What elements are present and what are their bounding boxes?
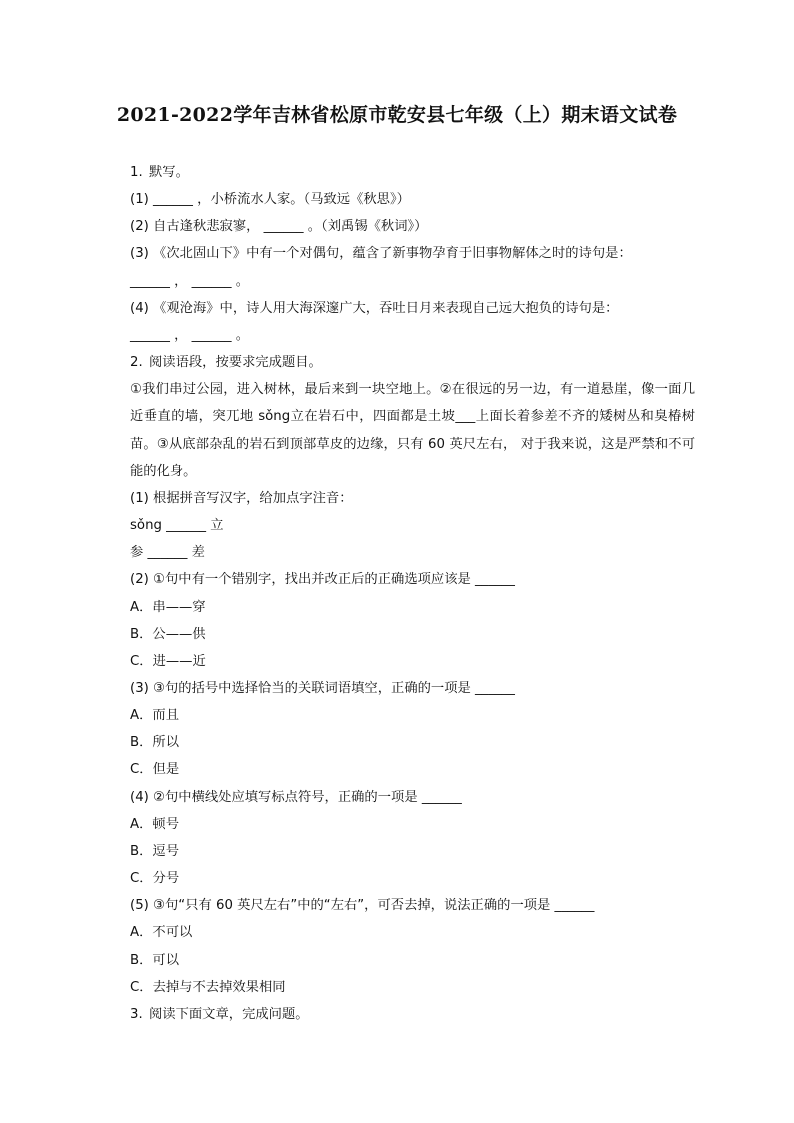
option: B．公——供 — [130, 626, 206, 642]
option: C．但是 — [130, 762, 180, 778]
question-2-line: (5) ③句“只有 60 英尺左右”中的“左右”，可否去掉，说法正确的一项是 ______ — [130, 898, 595, 914]
option: B．可以 — [130, 952, 180, 968]
question-2-stem: 2. 阅读语段，按要求完成题目。 — [130, 349, 695, 376]
question-2-line: (4) ②句中横线处应填写标点符号，正确的一项是 ______ — [130, 789, 462, 805]
question-1-item: (2) 自古逢秋悲寂寥， ______ 。（刘禹锡《秋词》） — [130, 219, 428, 235]
question-number: 2. — [130, 355, 143, 371]
option: A．顿号 — [130, 816, 179, 832]
option: A．不可以 — [130, 925, 193, 941]
question-2-passage: ①我们串过公园，进入树林，最后来到一块空地上。②在很远的另一边，有一道悬崖，像一面几近垂直的墙，突兀地 sǒng立在岩石中，四面都是土坡___上面长着参差不齐的矮树丛和臭椿树苗。③从底部杂乱的岩石到顶部草皮的边缘，只有 60 英尺左右， 对于我来说，这是严禁和不可能的化身。 — [130, 382, 695, 479]
question-1-item: ______ ， ______ 。 — [130, 327, 250, 343]
question-1-item: ______ ， ______ 。 — [130, 273, 250, 289]
option: A．串——穿 — [130, 599, 206, 615]
option: B．逗号 — [130, 843, 180, 859]
question-2-line: (2) ①句中有一个错别字，找出并改正后的正确选项应该是 ______ — [130, 572, 515, 588]
option: C．去掉与不去掉效果相同 — [130, 979, 286, 995]
question-number: 1. — [130, 165, 143, 180]
question-3-stem: 3. 阅读下面文章，完成问题。 — [130, 1001, 695, 1028]
question-2-line: (1) 根据拼音写汉字，给加点字注音： — [130, 490, 353, 506]
question-1-item: (3) 《次北固山下》中有一个对偶句，蕴含了新事物孕育于旧事物解体之时的诗句是： — [130, 246, 632, 262]
exam-content — [130, 159, 695, 1028]
option: A．而且 — [130, 708, 179, 724]
question-2-line: (3) ③句的括号中选择恰当的关联词语填空，正确的一项是 ______ — [130, 680, 515, 696]
question-2-line: 参 ______ 差 — [130, 545, 205, 561]
question-number: 3. — [130, 1006, 143, 1022]
question-1-stem: 1. 默写。 — [130, 159, 695, 186]
option: C．分号 — [130, 871, 180, 887]
page-title: 2021-2022学年吉林省松原市乾安县七年级（上）期末语文试卷 — [116, 104, 678, 126]
question-2-line: sǒng ______ 立 — [130, 518, 224, 534]
question-1-item: (4) 《观沧海》中，诗人用大海深邃广大，吞吐日月来表现自己远大抱负的诗句是： — [130, 300, 619, 316]
option: B．所以 — [130, 735, 180, 751]
option: C．进——近 — [130, 653, 206, 669]
question-1-item: (1) ______ ，小桥流水人家。（马致远《秋思》） — [130, 192, 410, 208]
